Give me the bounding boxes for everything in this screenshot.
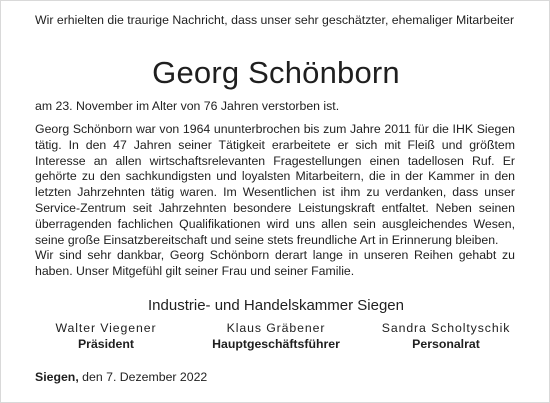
intro-text: Wir erhielten die traurige Nachricht, dass unser sehr geschätzter, ehemaliger Mitarbeiter [35,13,515,27]
place-date-line [35,369,515,385]
obituary-body [35,122,515,280]
signatory-role: Personalrat [412,336,480,351]
signatory [191,321,361,352]
deceased-name: Georg Schönborn [152,55,400,90]
notice-date: den 7. Dezember 2022 [82,370,208,384]
signatory [361,321,531,352]
body-paragraph: Wir sind sehr dankbar, Georg Schönborn derart lange in unseren Reihen gehabt zu haben. Unser Mitgefühl gilt seiner Frau und seiner Familie. [35,248,515,279]
signatory [21,321,191,352]
body-paragraph: Georg Schönborn war von 1964 ununterbrochen bis zum Jahre 2011 für die IHK Siegen tätig. In den 47 Jahren seiner Tätigkeit erarbeitete er sich mit Fleiß und größtem Interesse an allen wirtschaftsrelevanten Fragestellungen einen tadellosen Ruf. Er gehörte zu den sachkundigsten und loyalsten Mitarbeitern, die in der Kammer in den letzten Jahrzehnten tätig waren. Im Wesentlichen ist ihm zu verdanken, dass unser Service-Zentrum seit Jahrzehnten besondere Leistungskraft entfaltet. Neben seinen überragenden fachlichen Qualifikationen wird uns allen sein ausgleichendes Wesen, seine große Einsatzbereitschaft und seine stets freundliche Art in Erinnerung bleiben. [35,122,515,247]
organization-name: Industrie- und Handelskammer Siegen [148,297,404,314]
signatory-name: Klaus Gräbener [226,321,326,335]
signatory-name: Sandra Scholtyschik [381,321,511,335]
signatory-role: Präsident [77,336,135,351]
signatory-name: Walter Viegener [55,321,157,335]
place-name: Siegen, [35,370,79,384]
signatories [21,321,531,352]
signatory-role: Hauptgeschäftsführer [212,336,340,351]
death-date-text: am 23. November im Alter von 76 Jahren verstorben ist. [35,99,340,113]
